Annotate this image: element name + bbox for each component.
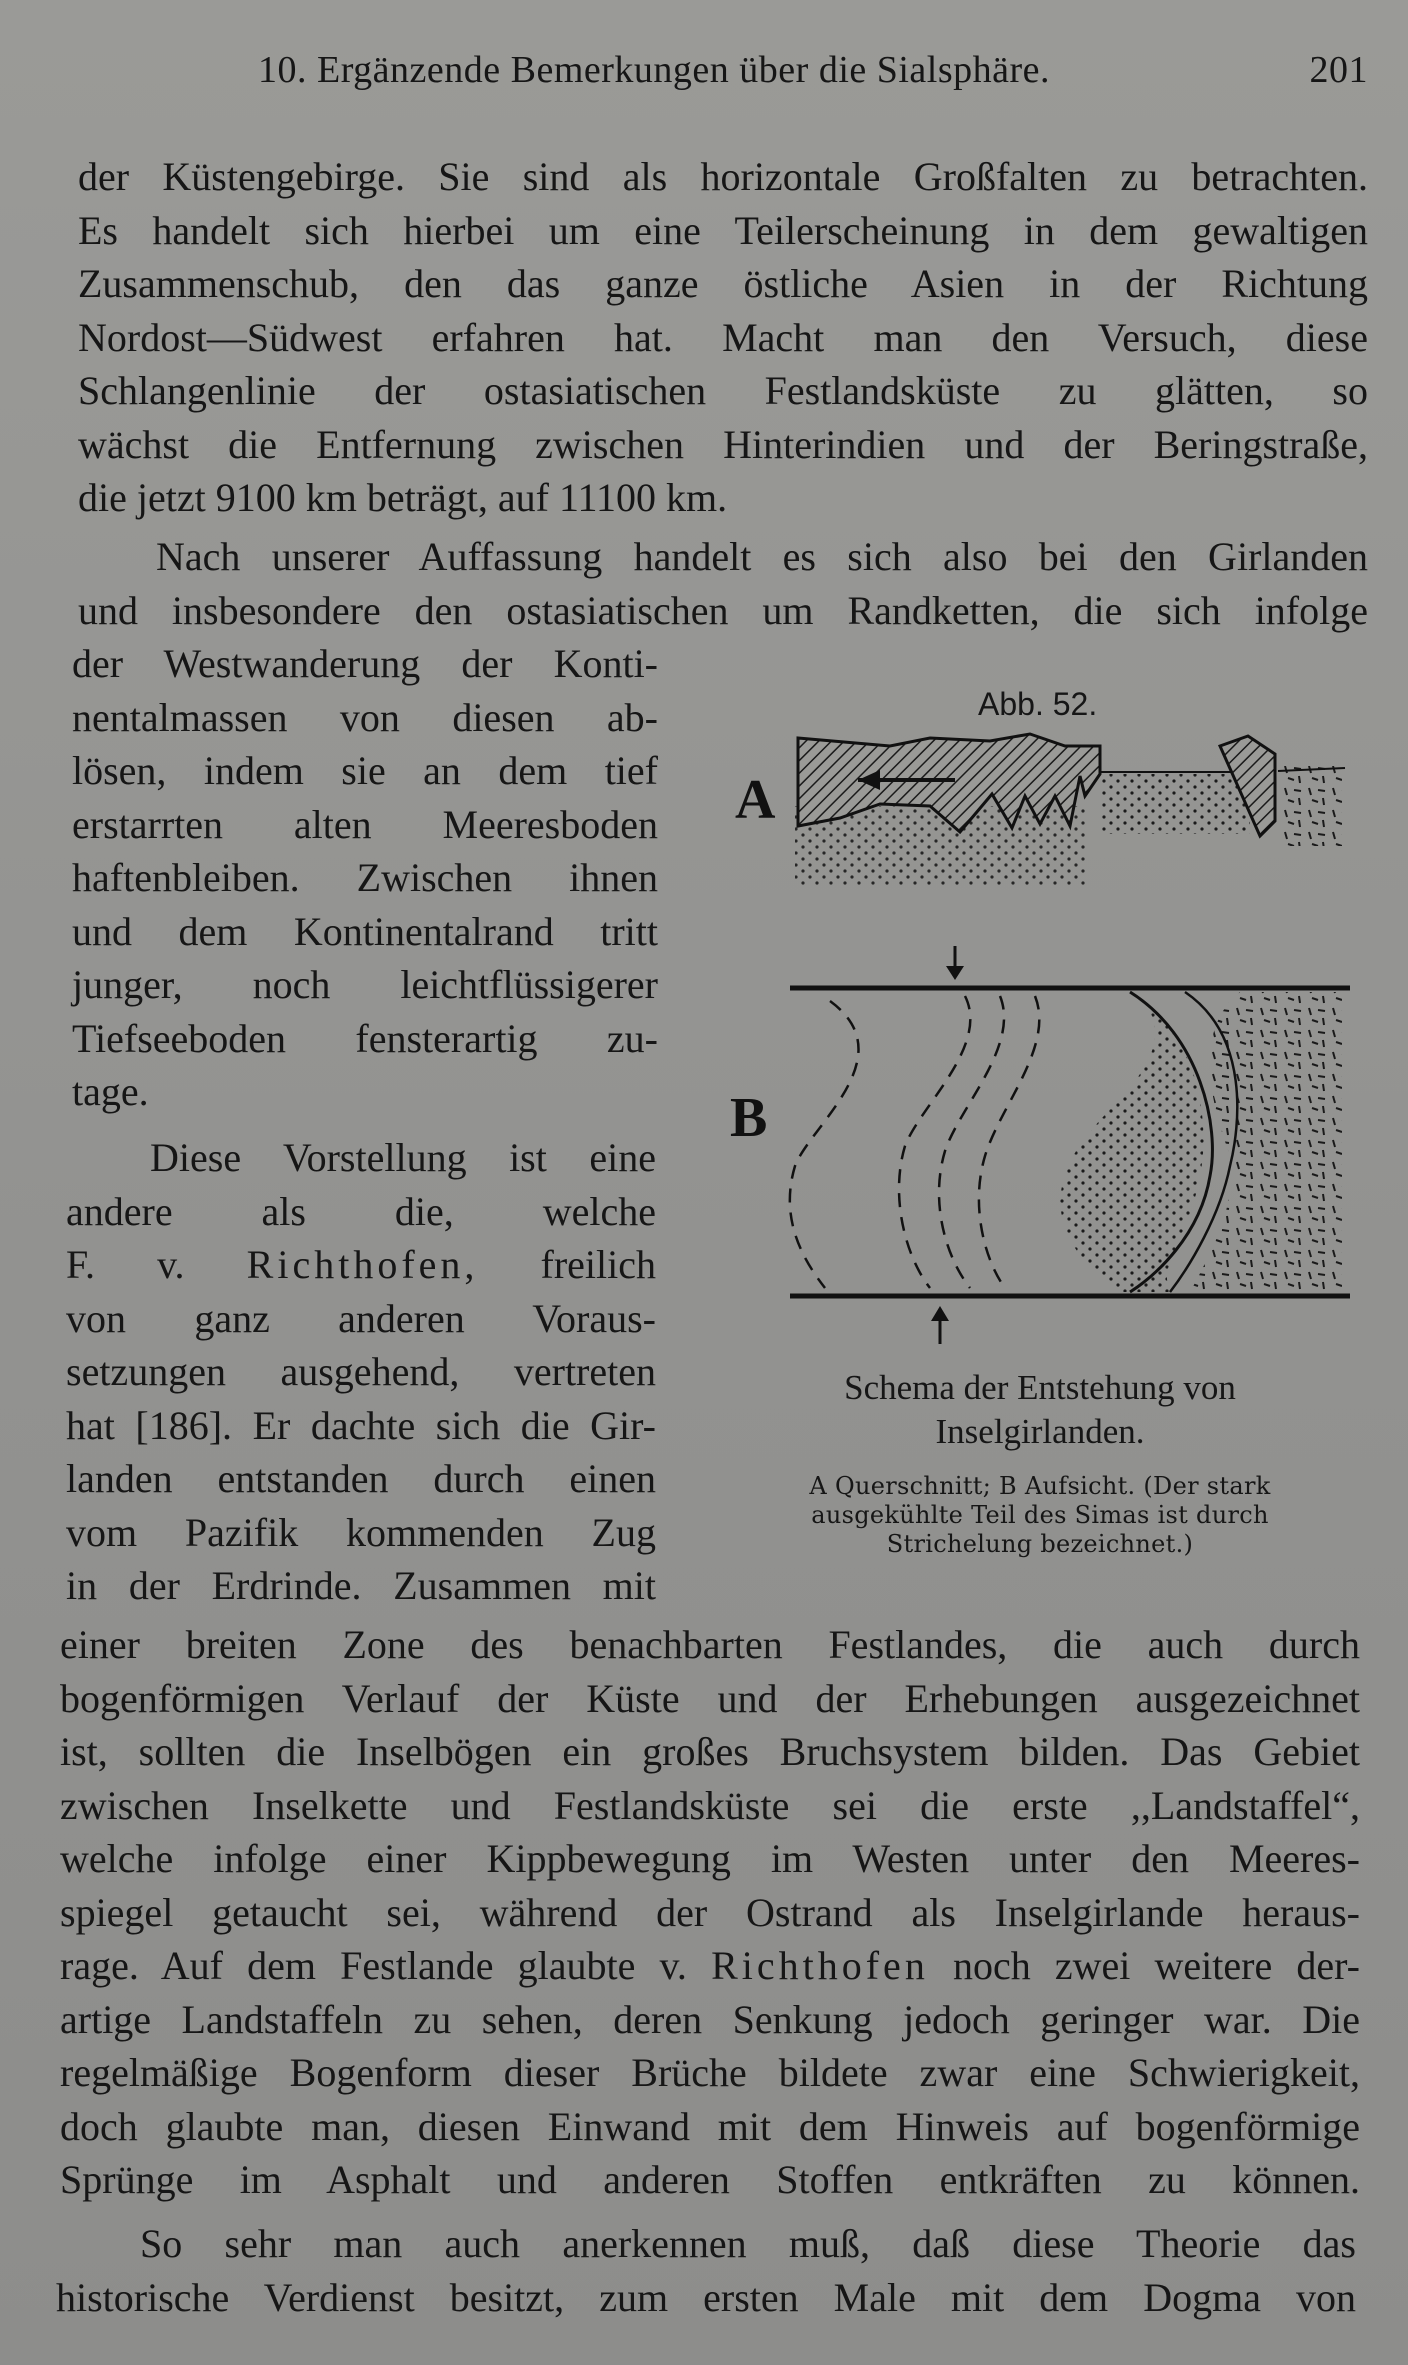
running-header	[258, 40, 1368, 100]
text-line: und insbesondere den ostasiatischen um Randketten, die sich infolge	[78, 587, 1368, 633]
text-line: einer breiten Zone des benachbarten Festlandes, die auch durch	[60, 1622, 1360, 1667]
text-line: Nach unserer Auffassung handelt es sich also bei den Girlanden	[156, 534, 1368, 579]
paragraph-4	[56, 2217, 1356, 2324]
text-line: und dem Kontinentalrand tritt	[72, 908, 658, 954]
text-line: spiegel getaucht sei, während der Ostrand als Inselgirlande heraus-	[60, 1889, 1360, 1935]
text-line: Es handelt sich hierbei um eine Teilerscheinung in dem gewaltigen	[78, 207, 1368, 253]
text-line: lösen, indem sie an dem tief	[72, 748, 658, 793]
panel-b-label: B	[730, 1087, 768, 1149]
text-line: junger, noch leichtflüssigerer	[72, 962, 658, 1007]
paragraph-2-full	[78, 530, 1368, 637]
text-line: historische Verdienst besitzt, zum ersten Male mit dem Dogma von	[56, 2274, 1356, 2320]
chapter-title: 10. Ergänzende Bemerkungen über die Sialsphäre.	[258, 49, 1051, 91]
figure-abb-52	[730, 676, 1350, 1576]
text-line: welche infolge einer Kippbewegung im Westen unter den Meeres-	[60, 1836, 1360, 1881]
plan-view-b	[790, 946, 1350, 1344]
text-line: regelmäßige Bogenform dieser Brüche bildete zwar eine Schwierigkeit,	[60, 2050, 1360, 2095]
text-line: die jetzt 9100 km beträgt, auf 11100 km.	[78, 475, 728, 520]
text-line: Schlangenlinie der ostasiatischen Festlandsküste zu glätten, so	[78, 368, 1368, 413]
text-line: landen entstanden durch einen	[66, 1456, 656, 1501]
text-line: bogenförmigen Verlauf der Küste und der Erhebungen ausgezeichnet	[60, 1675, 1360, 1721]
text-line: setzungen ausgehend, vertreten	[66, 1349, 656, 1394]
text-line: tage.	[72, 1069, 149, 1114]
text-line: in der Erdrinde. Zusammen mit	[66, 1563, 656, 1608]
text-line: F. v. Richthofen, freilich	[66, 1242, 656, 1287]
paragraph-1	[78, 150, 1368, 525]
text-line: nentalmassen von diesen ab-	[72, 694, 658, 740]
figure-subcaption: A Querschnitt; B Aufsicht. (Der stark ausgekühlte Teil des Simas ist durch Strichelung bezeichnet.)	[809, 1472, 1271, 1558]
panel-a-label: A	[735, 769, 776, 831]
text-line: der Küstengebirge. Sie sind als horizontale Großfalten zu betrachten.	[78, 154, 1368, 199]
text-line: andere als die, welche	[66, 1188, 656, 1234]
text-line: Nordost—Südwest erfahren hat. Macht man den Versuch, diese	[78, 314, 1368, 360]
text-line: Zusammenschub, den das ganze östliche Asien in der Richtung	[78, 261, 1368, 306]
cross-section-a	[795, 734, 1345, 886]
author-name: Richthofen,	[246, 1242, 479, 1287]
text-line: der Westwanderung der Konti-	[72, 641, 658, 686]
island-arc-diagram	[730, 676, 1350, 1356]
text-line: Tiefseeboden fensterartig zu-	[72, 1015, 658, 1061]
text-line: doch glaubte man, diesen Einwand mit dem Hinweis auf bogenförmige	[60, 2103, 1360, 2149]
text-line: Sprünge im Asphalt und anderen Stoffen entkräften zu können.	[60, 2157, 1360, 2202]
paragraph-2-narrow	[72, 637, 658, 1119]
paragraph-3-narrow	[66, 1131, 656, 1613]
text-line: wächst die Entfernung zwischen Hinterindien und der Beringstraße,	[78, 421, 1368, 467]
page-number: 201	[1309, 49, 1368, 91]
text-line: Diese Vorstellung ist eine	[150, 1135, 656, 1180]
author-name: Richthofen	[711, 1943, 929, 1988]
text-line: rage. Auf dem Festlande glaubte v. Richthofen noch zwei weitere der-	[60, 1943, 1360, 1988]
paragraph-3-full	[60, 1618, 1360, 2207]
text-line: zwischen Inselkette und Festlandsküste sei die erste ,,Landstaffel“,	[60, 1782, 1360, 1828]
text-line: vom Pazifik kommenden Zug	[66, 1509, 656, 1555]
text-line: haftenbleiben. Zwischen ihnen	[72, 855, 658, 900]
figure-caption: Schema der Entstehung von Inselgirlanden.	[844, 1368, 1236, 1451]
figure-label: Abb. 52.	[978, 686, 1098, 722]
text-line: hat [186]. Er dachte sich die Gir-	[66, 1402, 656, 1448]
text-line: von ganz anderen Voraus-	[66, 1295, 656, 1341]
text-line: erstarrten alten Meeresboden	[72, 801, 658, 847]
text-line: artige Landstaffeln zu sehen, deren Senkung jedoch geringer war. Die	[60, 1996, 1360, 2042]
text-line: So sehr man auch anerkennen muß, daß diese Theorie das	[140, 2221, 1356, 2266]
text-line: ist, sollten die Inselbögen ein großes Bruchsystem bilden. Das Gebiet	[60, 1729, 1360, 1774]
